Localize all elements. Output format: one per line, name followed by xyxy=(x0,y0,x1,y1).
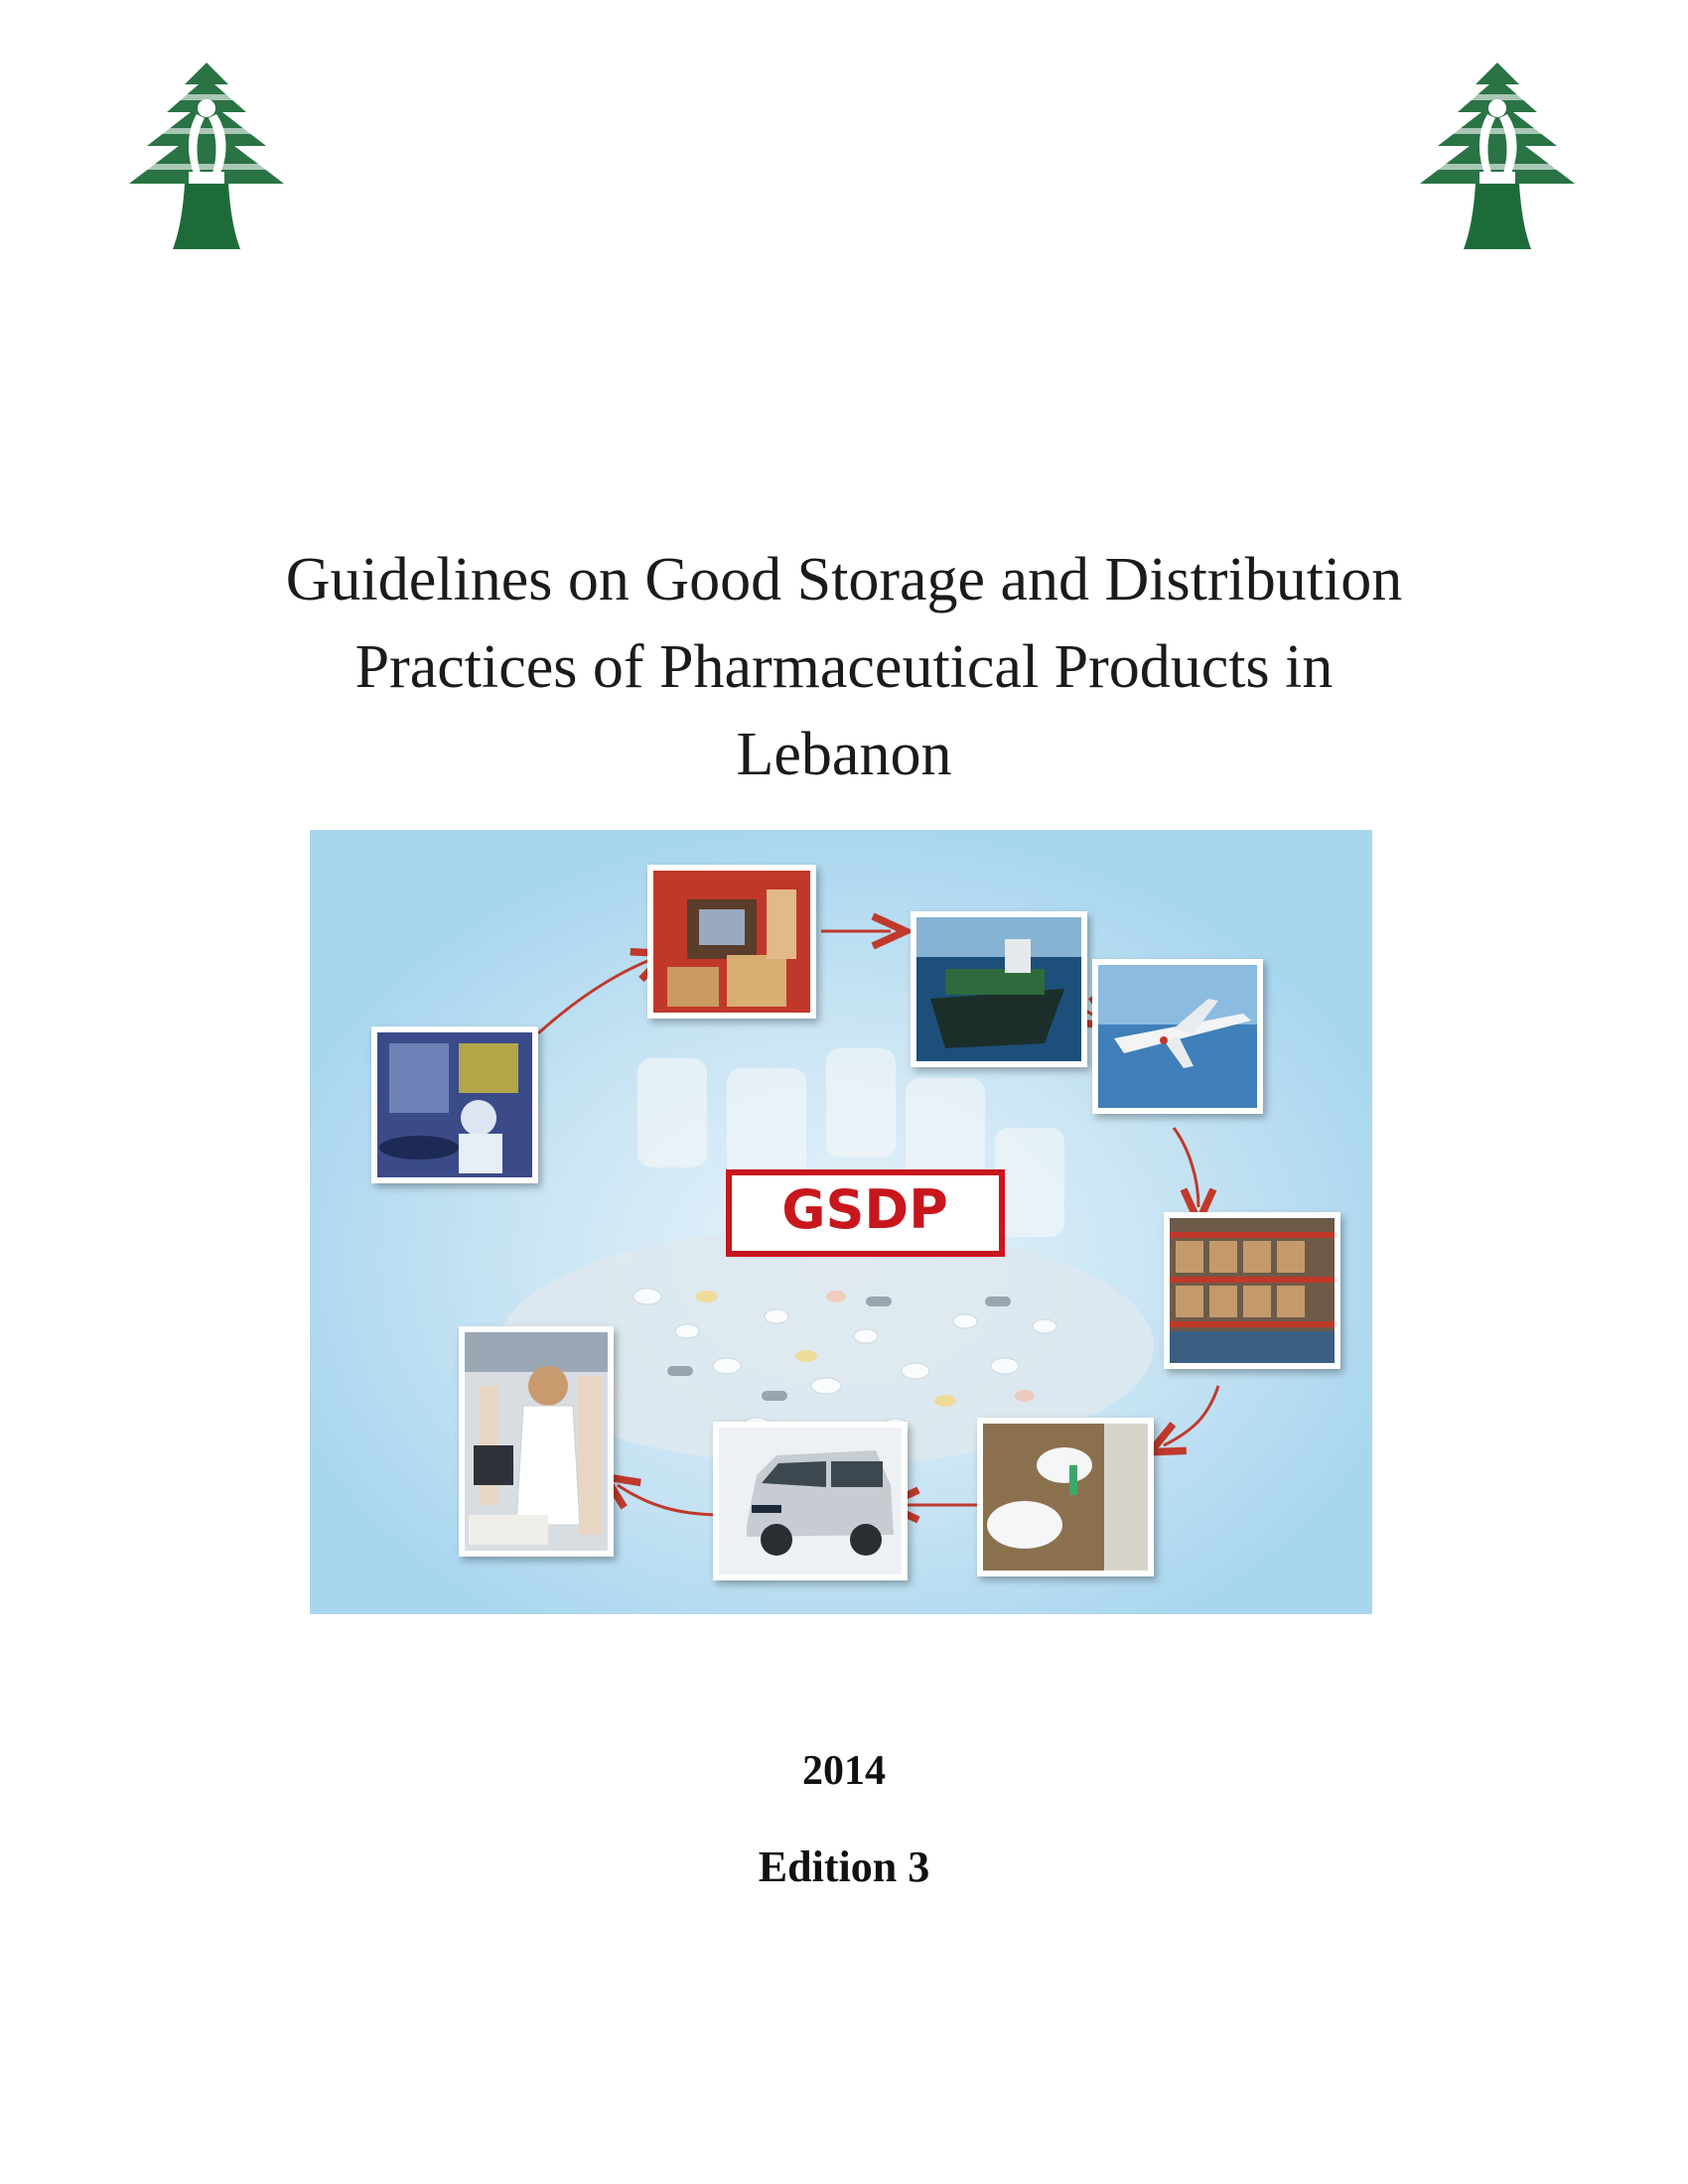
cedar-tree-logo-right xyxy=(1398,55,1597,253)
title-line-3: Lebanon xyxy=(736,721,952,788)
supply-chain-illustration xyxy=(310,830,1372,1614)
edition-label: Edition 3 xyxy=(758,1843,930,1891)
gsdp-badge xyxy=(729,1172,1002,1254)
step-photo-cargo-ship xyxy=(911,911,1087,1067)
cedar-tree-logo-left xyxy=(107,55,306,253)
cedar-tree-icon xyxy=(1398,55,1597,253)
step-photo-manufacturing xyxy=(371,1026,538,1183)
step-photo-warehouse xyxy=(1164,1212,1340,1369)
title-line-2: Practices of Pharmaceutical Products in xyxy=(354,633,1334,701)
step-photo-quality-control xyxy=(977,1418,1154,1576)
document-title xyxy=(149,536,1539,798)
cedar-tree-icon xyxy=(107,55,306,253)
step-photo-packaging xyxy=(647,865,816,1019)
gsdp-badge-text: GSDP xyxy=(781,1178,948,1241)
publication-year: 2014 xyxy=(802,1748,886,1794)
step-photo-airplane xyxy=(1092,959,1263,1114)
supply-chain-cycle-graphic xyxy=(310,830,1372,1614)
title-line-1: Guidelines on Good Storage and Distribution xyxy=(285,546,1403,614)
step-photo-delivery-van xyxy=(713,1422,908,1580)
step-photo-pharmacist xyxy=(459,1326,614,1557)
